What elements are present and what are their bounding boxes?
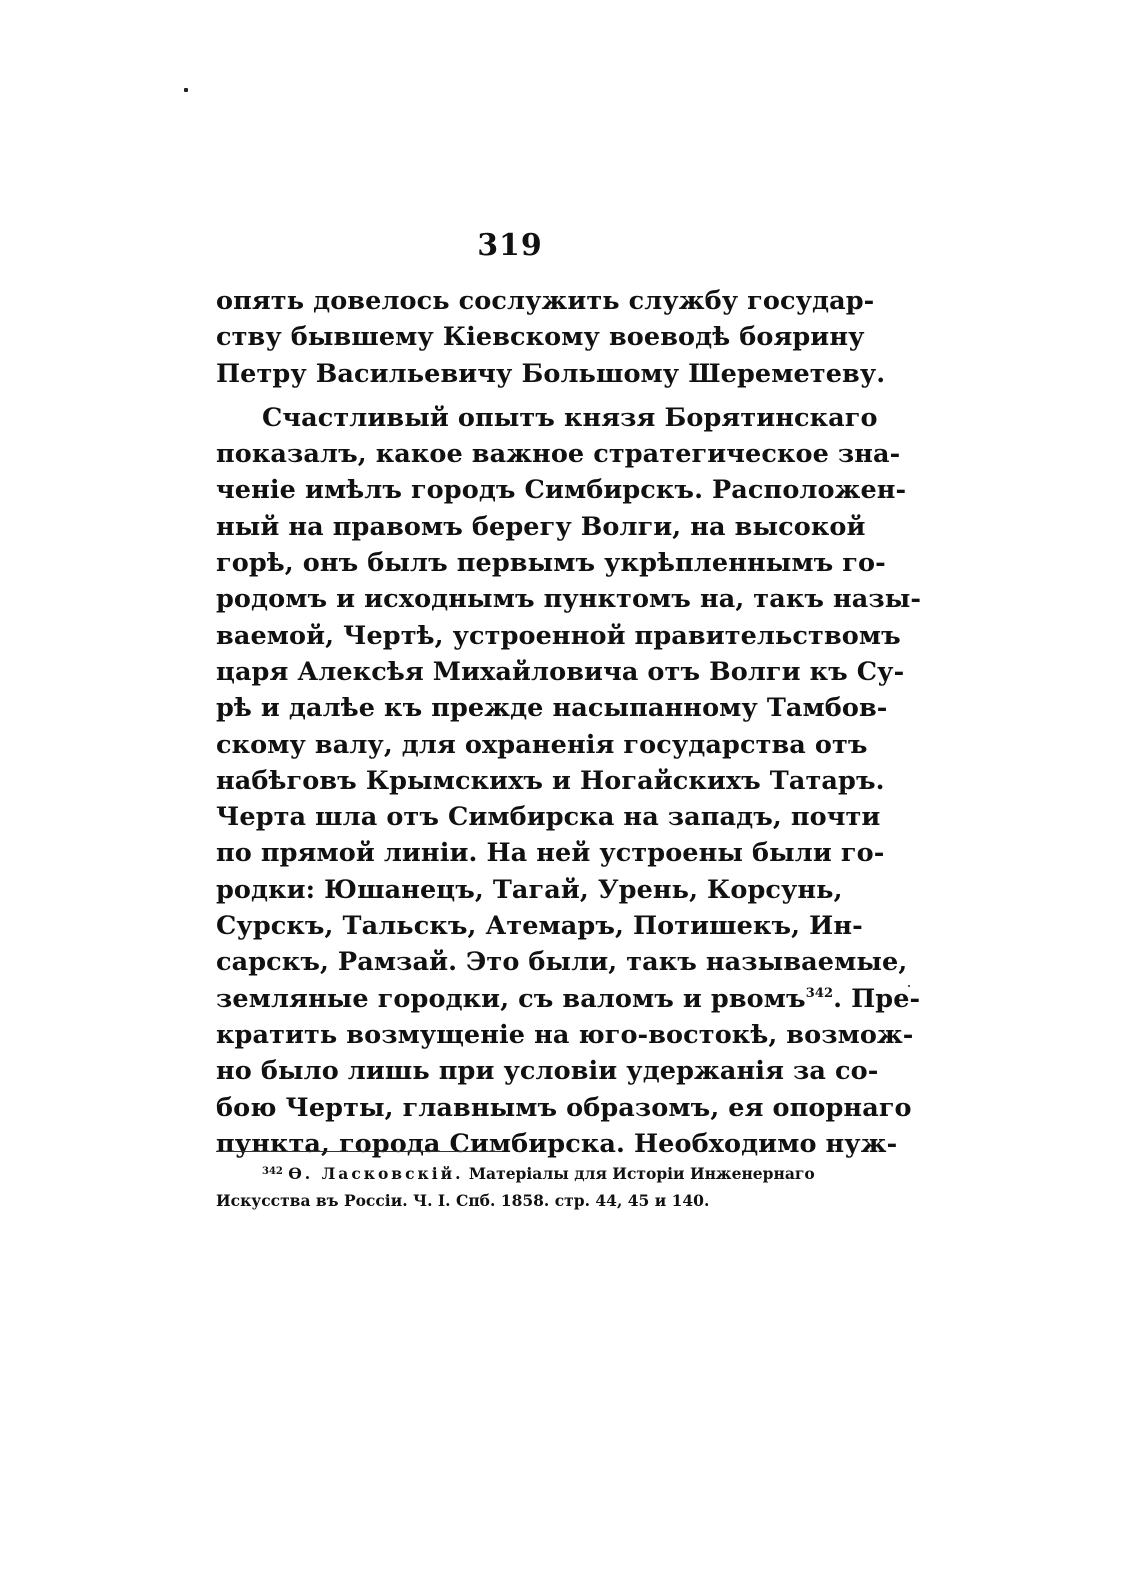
text-line: Сурскъ, Тальскъ, Атемаръ, Потишекъ, Ин-: [216, 911, 863, 942]
footnote-title: Матеріалы для Исторіи Инженернаго: [468, 1164, 815, 1183]
text-line: но было лишь при условіи удержанія за со-: [216, 1056, 879, 1087]
footnote-divider: [216, 1151, 502, 1152]
text-line: скому валу, для охраненія государства отъ: [216, 729, 868, 760]
text-line: родомъ и исходнымъ пунктомъ на, такъ назы-: [216, 584, 922, 615]
text-line: Петру Васильевичу Большому Шереметеву.: [216, 358, 886, 389]
text-line: царя Алексѣя Михайловича отъ Волги къ Су-: [216, 656, 905, 687]
main-text: [216, 283, 922, 1162]
text-line: горѣ, онъ былъ первымъ укрѣпленнымъ го-: [216, 548, 886, 579]
scan-speck: [184, 88, 188, 92]
footnote-mark: 342: [262, 1166, 283, 1177]
text-line: родки: Юшанецъ, Тагай, Урень, Корсунь,: [216, 874, 843, 905]
text-line: Черта шла отъ Симбирска на западъ, почти: [216, 802, 881, 833]
text-line: ству бывшему Кіевскому воеводѣ боярину: [216, 322, 865, 353]
footnote-reference[interactable]: 342: [805, 985, 834, 1001]
text-line: рѣ и далѣе къ прежде насыпанному Тамбов-: [216, 693, 888, 724]
footnote: [216, 1160, 815, 1214]
footnote-author: Ө. Ласковскій.: [288, 1164, 464, 1183]
text-line: бою Черты, главнымъ образомъ, ея опорнаго: [216, 1092, 912, 1123]
page-number: 319: [477, 228, 543, 263]
text-line: пункта, города Симбирска. Необходимо нуж-: [216, 1128, 898, 1159]
text-line-with-footnote: [216, 981, 921, 1017]
text-line: набѣговъ Крымскихъ и Ногайскихъ Татаръ.: [216, 765, 885, 796]
text-line: ченіе имѣлъ городъ Симбирскъ. Расположен-: [216, 475, 907, 506]
text-line: опять довелось сослужить службу государ-: [216, 286, 875, 316]
text-segment: земляные городки, съ валомъ и рвомъ: [216, 983, 806, 1014]
text-segment: . Пре-: [833, 983, 921, 1014]
text-line: показалъ, какое важное стратегическое зна-: [216, 439, 901, 470]
text-line: ваемой, Чертѣ, устроенной правительствомъ: [216, 620, 901, 651]
text-line: ный на правомъ берегу Волги, на высокой: [216, 511, 866, 542]
text-line: по прямой линіи. На ней устроены были го-: [216, 838, 885, 869]
footnote-line: [216, 1160, 815, 1187]
text-line: кратить возмущеніе на юго-востокѣ, возмож-: [216, 1019, 914, 1050]
paragraph-start-line: Счастливый опытъ князя Борятинскаго: [262, 402, 878, 433]
footnote-line: Искусства въ Россіи. Ч. I. Спб. 1858. стр. 44, 45 и 140.: [216, 1191, 710, 1210]
text-line: сарскъ, Рамзай. Это были, такъ называемые,: [216, 947, 908, 978]
